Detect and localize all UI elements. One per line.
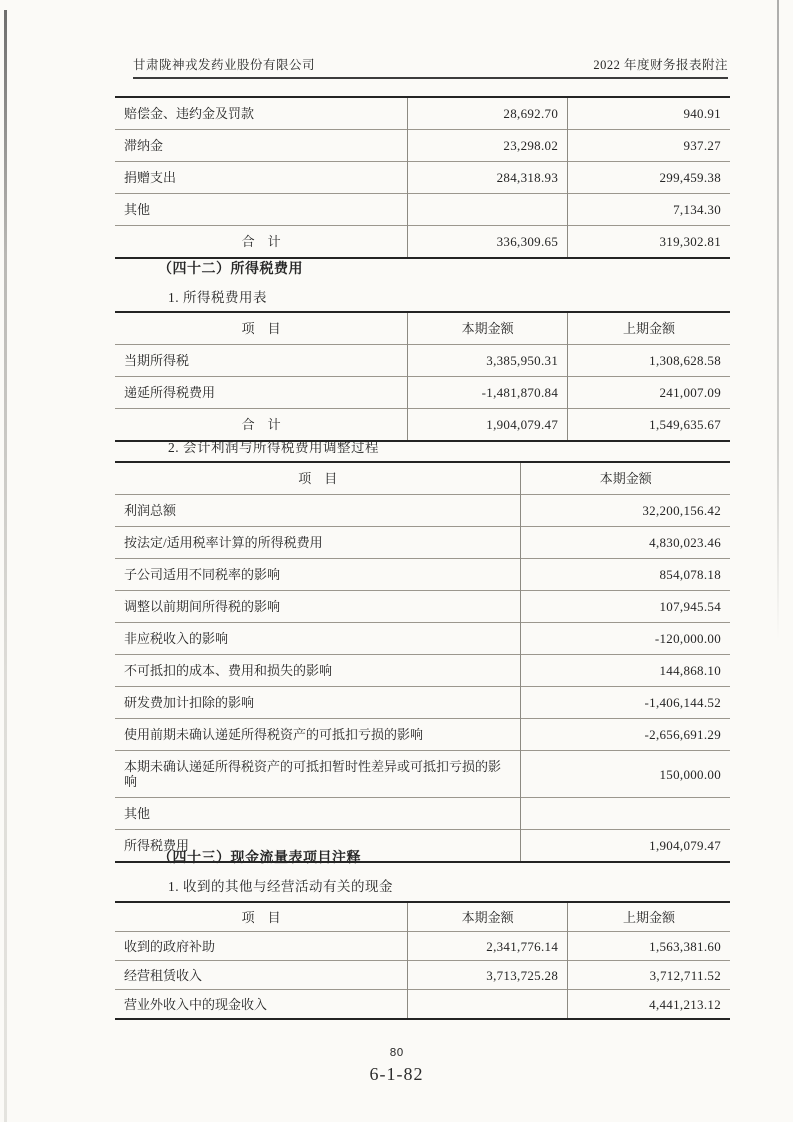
row-label: 非应税收入的影响	[115, 623, 521, 655]
page-number: 80	[389, 1046, 404, 1059]
cash-table	[115, 901, 730, 1020]
table-row	[115, 162, 730, 194]
row-label: 子公司适用不同税率的影响	[115, 559, 521, 591]
col-header-item: 项 目	[241, 909, 281, 925]
total-row	[115, 226, 730, 259]
row-label: 不可抵扣的成本、费用和损失的影响	[115, 655, 521, 687]
table-row	[115, 932, 730, 961]
table-row	[115, 687, 730, 719]
row-current-value: 107,945.54	[521, 591, 730, 623]
row-label: 其他	[115, 798, 521, 830]
col-header-current: 本期金额	[408, 312, 568, 345]
row-current-value: -2,656,691.29	[521, 719, 730, 751]
total-prior-value: 1,549,635.67	[568, 409, 730, 442]
row-current-value: 284,318.93	[408, 162, 568, 194]
section-42-item-2: 2. 会计利润与所得税费用调整过程	[168, 440, 379, 455]
document-code: 6-1-82	[369, 1064, 424, 1084]
col-header-item: 项 目	[241, 321, 281, 336]
table-row	[115, 798, 730, 830]
total-current-value: 336,309.65	[408, 226, 568, 259]
row-prior-value: 940.91	[568, 97, 730, 130]
row-label: 营业外收入中的现金收入	[115, 990, 408, 1020]
row-label: 赔偿金、违约金及罚款	[124, 106, 255, 121]
row-current-value: 144,868.10	[521, 655, 730, 687]
section-42-item-1: 1. 所得税费用表	[168, 290, 267, 305]
table-row	[115, 990, 730, 1020]
row-current-value: 23,298.02	[408, 130, 568, 162]
total-current-value: 1,904,079.47	[408, 409, 568, 442]
row-current-value: 28,692.70	[408, 97, 568, 130]
scan-edge-left	[4, 10, 7, 1122]
header-rule	[133, 77, 728, 79]
row-current-value: 150,000.00	[521, 751, 730, 798]
col-header-current: 本期金额	[408, 902, 568, 932]
row-label: 所得税费用	[115, 830, 521, 863]
table-row	[115, 623, 730, 655]
table-row	[115, 591, 730, 623]
row-label: 当期所得税	[115, 345, 408, 377]
table-row	[115, 377, 730, 409]
row-label: 本期未确认递延所得税资产的可抵扣暂时性差异或可抵扣亏损的影响	[115, 751, 521, 798]
table-row	[115, 559, 730, 591]
total-label: 合 计	[115, 409, 408, 442]
page-header	[133, 55, 728, 73]
row-current-value: 1,904,079.47	[521, 830, 730, 863]
adjustment-table	[115, 461, 730, 863]
table-row	[115, 495, 730, 527]
total-label: 合 计	[115, 226, 408, 259]
row-label: 利润总额	[115, 495, 521, 527]
row-label: 经营租赁收入	[115, 961, 408, 990]
row-prior-value: 1,563,381.60	[568, 932, 730, 961]
col-header-prior: 上期金额	[568, 902, 730, 932]
row-prior-value: 7,134.30	[568, 194, 730, 226]
table-row	[115, 194, 730, 226]
table-header-row	[115, 902, 730, 932]
section-43-heading: （四十三）现金流量表项目注释	[158, 851, 361, 866]
col-header-item: 项 目	[298, 471, 338, 486]
row-current-value: 2,341,776.14	[408, 932, 568, 961]
row-current-value	[408, 194, 568, 226]
company-name: 甘肃陇神戎发药业股份有限公司	[133, 58, 316, 72]
table-row	[115, 655, 730, 687]
scan-edge-right	[777, 0, 779, 640]
row-current-value: 4,830,023.46	[521, 527, 730, 559]
row-prior-value: 3,712,711.52	[568, 961, 730, 990]
row-prior-value: 299,459.38	[568, 162, 730, 194]
table-header-row	[115, 462, 730, 495]
row-current-value	[408, 990, 568, 1020]
section-42-heading: （四十二）所得税费用	[158, 262, 303, 277]
total-prior-value: 319,302.81	[568, 226, 730, 259]
row-current-value	[521, 798, 730, 830]
row-label: 其他	[115, 194, 408, 226]
income-tax-table	[115, 311, 730, 442]
row-current-value: 3,713,725.28	[408, 961, 568, 990]
row-prior-value: 241,007.09	[568, 377, 730, 409]
row-label: 按法定/适用税率计算的所得税费用	[115, 527, 521, 559]
row-current-value: -1,481,870.84	[408, 377, 568, 409]
row-prior-value: 937.27	[568, 130, 730, 162]
row-current-value: 854,078.18	[521, 559, 730, 591]
row-label: 研发费加计扣除的影响	[115, 687, 521, 719]
section-43-item-1: 1. 收到的其他与经营活动有关的现金	[168, 879, 393, 894]
row-current-value: -120,000.00	[521, 623, 730, 655]
col-header-current: 本期金额	[521, 462, 730, 495]
table-row	[115, 97, 730, 130]
table-row	[115, 719, 730, 751]
row-current-value: 32,200,156.42	[521, 495, 730, 527]
col-header-prior: 上期金额	[568, 312, 730, 345]
row-current-value: -1,406,144.52	[521, 687, 730, 719]
row-label: 滞纳金	[115, 130, 408, 162]
table-row	[115, 751, 730, 798]
report-title: 2022 年度财务报表附注	[593, 58, 728, 72]
row-prior-value: 1,308,628.58	[568, 345, 730, 377]
table-row	[115, 961, 730, 990]
row-label: 调整以前期间所得税的影响	[115, 591, 521, 623]
table-row	[115, 345, 730, 377]
table-header-row	[115, 312, 730, 345]
table-row	[115, 130, 730, 162]
row-label: 递延所得税费用	[115, 377, 408, 409]
row-prior-value: 4,441,213.12	[568, 990, 730, 1020]
row-current-value: 3,385,950.31	[408, 345, 568, 377]
row-label: 捐赠支出	[115, 162, 408, 194]
penalties-table	[115, 96, 730, 259]
row-label: 使用前期未确认递延所得税资产的可抵扣亏损的影响	[115, 719, 521, 751]
row-label: 收到的政府补助	[115, 932, 408, 961]
table-row	[115, 527, 730, 559]
